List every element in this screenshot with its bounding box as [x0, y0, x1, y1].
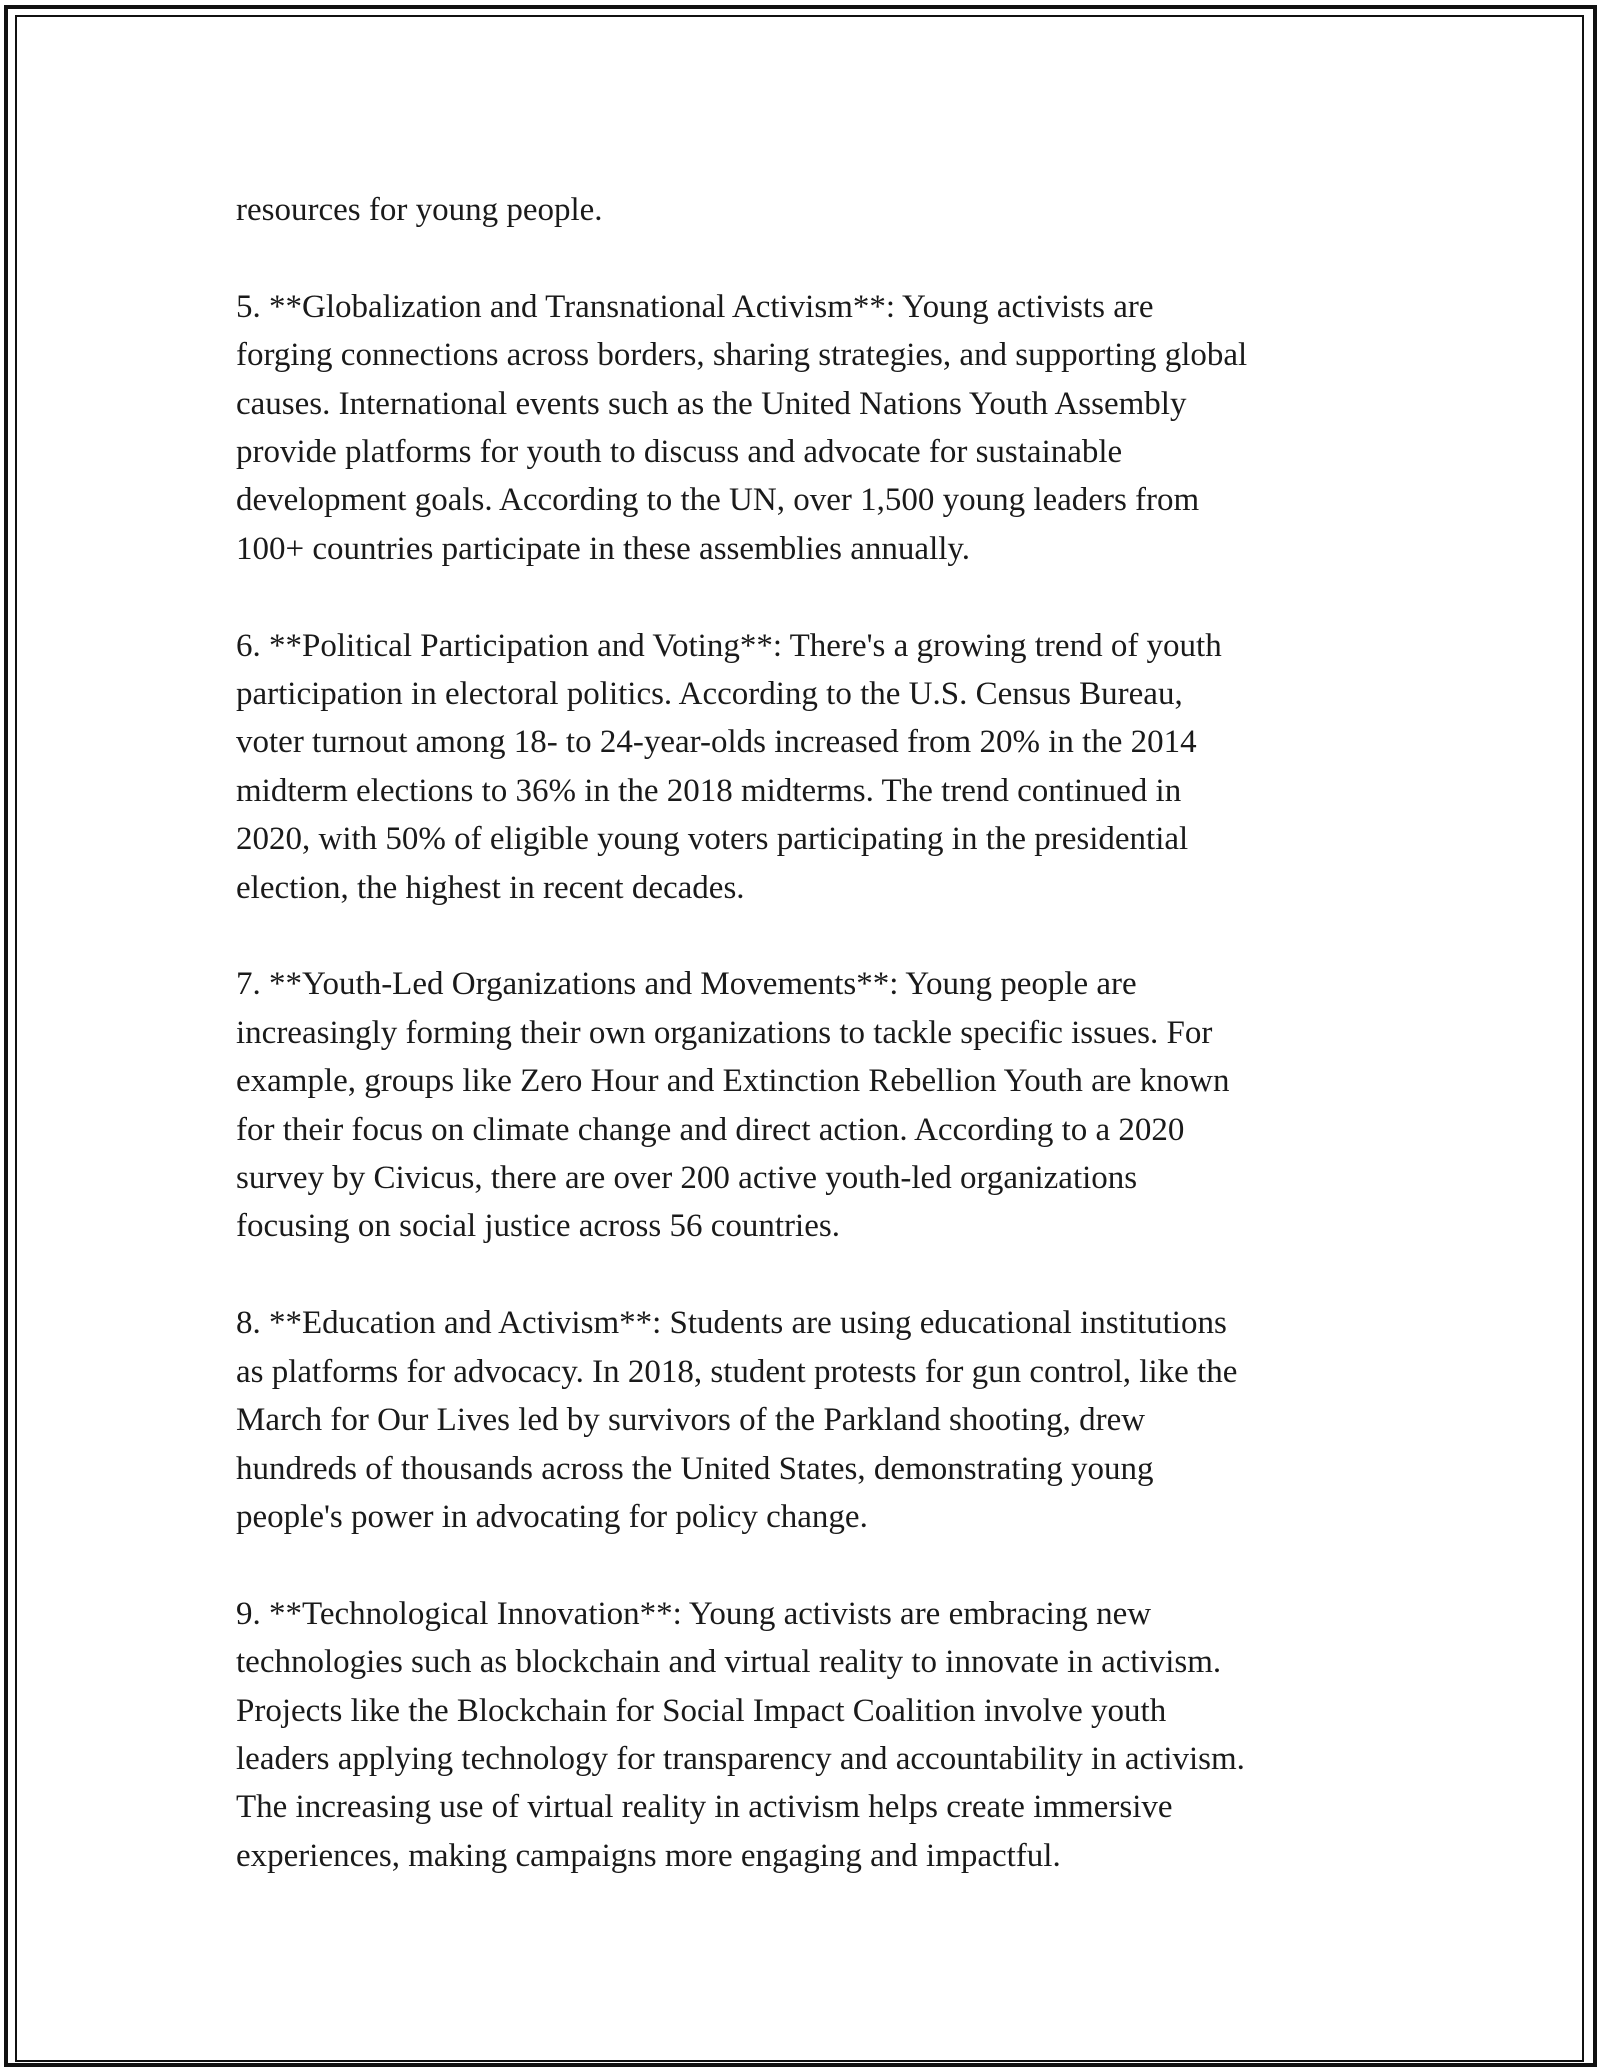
text-line: participation in electoral politics. According to the U.S. Census Bureau,	[236, 676, 1183, 713]
text-line: 100+ countries participate in these assemblies annually.	[236, 530, 971, 567]
text-line: The increasing use of virtual reality in activism helps create immersive	[236, 1789, 1173, 1826]
text-line: example, groups like Zero Hour and Extinction Rebellion Youth are known	[236, 1063, 1230, 1100]
text-line: voter turnout among 18- to 24-year-olds increased from 20% in the 2014	[236, 724, 1197, 761]
text-line: 8. **Education and Activism**: Students are using educational institutions	[236, 1305, 1227, 1342]
text-line: 2020, with 50% of eligible young voters participating in the presidential	[236, 821, 1189, 858]
text-line: focusing on social justice across 56 countries.	[236, 1208, 840, 1245]
text-line: 7. **Youth-Led Organizations and Movements**: Young people are	[236, 966, 1137, 1003]
paragraph-item-5	[236, 283, 1386, 573]
text-line: election, the highest in recent decades.	[236, 869, 745, 906]
text-line: for their focus on climate change and direct action. According to a 2020	[236, 1111, 1185, 1148]
text-line: increasingly forming their own organizations to tackle specific issues. For	[236, 1014, 1213, 1051]
paragraph-item-8	[236, 1299, 1386, 1541]
text-line: people's power in advocating for policy change.	[236, 1498, 868, 1535]
text-line: hundreds of thousands across the United States, demonstrating young	[236, 1450, 1154, 1487]
text-line: leaders applying technology for transparency and accountability in activism.	[236, 1740, 1245, 1777]
text-line: Projects like the Blockchain for Social Impact Coalition involve youth	[236, 1692, 1167, 1729]
text-line: as platforms for advocacy. In 2018, student protests for gun control, like the	[236, 1353, 1238, 1390]
paragraph-item-7	[236, 960, 1386, 1250]
text-line: provide platforms for youth to discuss and advocate for sustainable	[236, 434, 1123, 471]
text-line: resources for young people.	[236, 192, 603, 228]
text-line: causes. International events such as the United Nations Youth Assembly	[236, 385, 1187, 422]
text-line: forging connections across borders, sharing strategies, and supporting global	[236, 337, 1248, 374]
text-line: development goals. According to the UN, over 1,500 young leaders from	[236, 482, 1200, 519]
text-line: midterm elections to 36% in the 2018 midterms. The trend continued in	[236, 772, 1182, 809]
text-line: experiences, making campaigns more engaging and impactful.	[236, 1837, 1061, 1874]
paragraph-item-9	[236, 1590, 1386, 1880]
text-line: 5. **Globalization and Transnational Activism**: Young activists are	[236, 288, 1154, 325]
document-body	[236, 186, 1386, 1929]
paragraph-continuation	[236, 186, 1386, 234]
paragraph-item-6	[236, 622, 1386, 912]
text-line: March for Our Lives led by survivors of the Parkland shooting, drew	[236, 1402, 1146, 1439]
text-line: survey by Civicus, there are over 200 active youth-led organizations	[236, 1160, 1138, 1197]
text-line: technologies such as blockchain and virtual reality to innovate in activism.	[236, 1644, 1222, 1681]
text-line: 9. **Technological Innovation**: Young activists are embracing new	[236, 1595, 1152, 1632]
text-line: 6. **Political Participation and Voting**: There's a growing trend of youth	[236, 627, 1222, 664]
